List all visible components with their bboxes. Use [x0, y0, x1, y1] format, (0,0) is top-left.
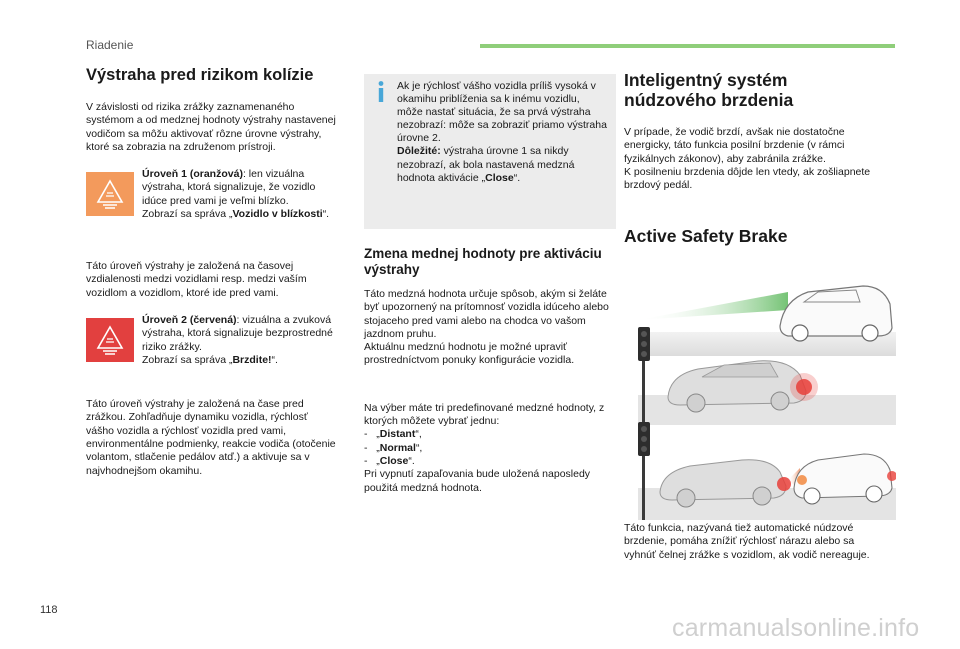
level2-text	[142, 314, 336, 367]
option-distant: - „Distant“,	[364, 428, 422, 441]
collision-warning-orange-icon	[86, 172, 134, 216]
heading-emergency-braking: Inteligentný systém núdzového brzdenia	[624, 70, 794, 110]
section-rule	[480, 44, 895, 48]
level1-block	[86, 168, 336, 246]
column-threshold	[364, 74, 616, 495]
level1-msg: Vozidlo v blízkosti	[232, 208, 323, 221]
level2-msg-suffix: “.	[271, 353, 278, 366]
heading-collision-warning: Výstraha pred rizikom kolízie	[86, 66, 314, 84]
level1-note: Táto úroveň výstrahy je založená na časovej vzdialenosti medzi vozidlami resp. medzi vaším vozidlom a vozidlom, ktoré ide pred vami.	[86, 260, 307, 299]
threshold-para4: Pri vypnutí zapaľovania bude uložená naposledy použitá medzná hodnota.	[364, 468, 591, 494]
emergency-intro2: K posilneniu brzdenia dôjde len vtedy, ak zošliapnete brzdový pedál.	[624, 165, 871, 192]
level2-desc: : vizuálna a zvuková výstraha, ktorá signalizuje bezprostredné riziko zrážky.	[142, 314, 333, 353]
heading-active-safety-brake: Active Safety Brake	[624, 226, 788, 247]
emergency-outro: Táto funkcia, nazývaná tiež automatické núdzové brzdenie, pomáha znížiť rýchlosť nárazu alebo sa vyhnúť čelnej zrážke s vozidlom, ak vodič nereaguje.	[624, 522, 870, 561]
column-emergency-braking	[624, 70, 894, 247]
collision-warning-red-icon	[86, 318, 134, 362]
illustration-emergency-braking	[638, 420, 896, 520]
info-text2: výstraha úrovne 1 sa nikdy nezobrazí, ak bola nastavená medzná hodnota aktivácie „	[397, 145, 575, 184]
option-close: - „Close“.	[364, 454, 415, 467]
info-close: Close	[485, 171, 514, 184]
watermark: carmanualsonline.info	[672, 614, 920, 642]
level1-msg-prefix: Zobrazí sa správa „	[142, 208, 233, 221]
info-bold: Dôležité:	[397, 145, 441, 158]
info-end: “.	[513, 171, 521, 184]
threshold-para2: Aktuálnu medznú hodnotu je možné upraviť prostredníctvom ponuky konfigurácie vozidla.	[364, 341, 575, 367]
illustration-braking-traffic-light	[638, 325, 896, 425]
level1-desc: : len vizuálna výstraha, ktorá signalizuje, že vozidlo idúce pred vami je veľmi blízko.	[142, 168, 316, 207]
level1-msg-suffix: “.	[322, 208, 330, 221]
option-normal: - „Normal“,	[364, 441, 423, 454]
threshold-para3: Na výber máte tri predefinované medzné hodnoty, z ktorých môžete vybrať jednu:	[364, 401, 605, 428]
info-box	[364, 74, 616, 229]
level2-msg: Brzdite!	[232, 353, 272, 366]
intro-text: V závislosti od rizika zrážky zaznamenaného systémom a od medznej hodnoty výstrahy nastavenej vodičom sa môžu aktivovať rôzne úrovne výstrahy, ktoré sa zobrazia na združenom prístroji.	[86, 100, 336, 153]
info-icon	[372, 80, 390, 102]
info-important	[397, 145, 608, 184]
level1-text	[142, 168, 336, 221]
level2-note: Táto úroveň výstrahy je založená na čase pred zrážkou. Zohľadňuje dynamiku vozidla, rýchlosť vášho vozidla a rýchlosť vozidla pred vami, environmentálne podmienky, reakcie vodiča (otočenie volantom, stlačenie pedálov atď.) a aktivuje sa v najvhodnejšom okamihu.	[86, 398, 336, 477]
level2-title: Úroveň 2 (červená)	[142, 314, 237, 327]
heading-threshold: Zmena mednej hodnoty pre aktiváciu výstrahy	[364, 246, 602, 277]
level1-title: Úroveň 1 (oranžová)	[142, 168, 243, 181]
option-distant-label: Distant	[379, 428, 416, 441]
option-normal-label: Normal	[379, 441, 416, 454]
emergency-intro: V prípade, že vodič brzdí, avšak nie dostatočne energicky, táto funkcia posilní brzdenie (v rámci fyzikálnych zákonov), aby zabránila zrážke.	[624, 126, 845, 165]
option-close-label: Close	[379, 454, 409, 467]
level2-msg-prefix: Zobrazí sa správa „	[142, 353, 233, 366]
page-number: 118	[40, 604, 58, 616]
info-text: Ak je rýchlosť vášho vozidla príliš vysoká v okamihu priblíženia sa k inému vozidlu, môže nastať situácia, že sa prvá výstraha nezobrazí: môže sa zobraziť priamo výstraha úrovne 2.	[397, 80, 607, 145]
section-label: Riadenie	[86, 38, 134, 52]
level2-block	[86, 314, 336, 392]
car-ahead-2	[794, 454, 896, 504]
threshold-para1: Táto medzná hodnota určuje spôsob, akým si želáte byť upozornený na prítomnosť vozidla idúceho alebo stojaceho pred vami alebo na chodca vo vašom jazdnom pruhu.	[364, 288, 609, 340]
column-collision-warning	[86, 66, 336, 478]
